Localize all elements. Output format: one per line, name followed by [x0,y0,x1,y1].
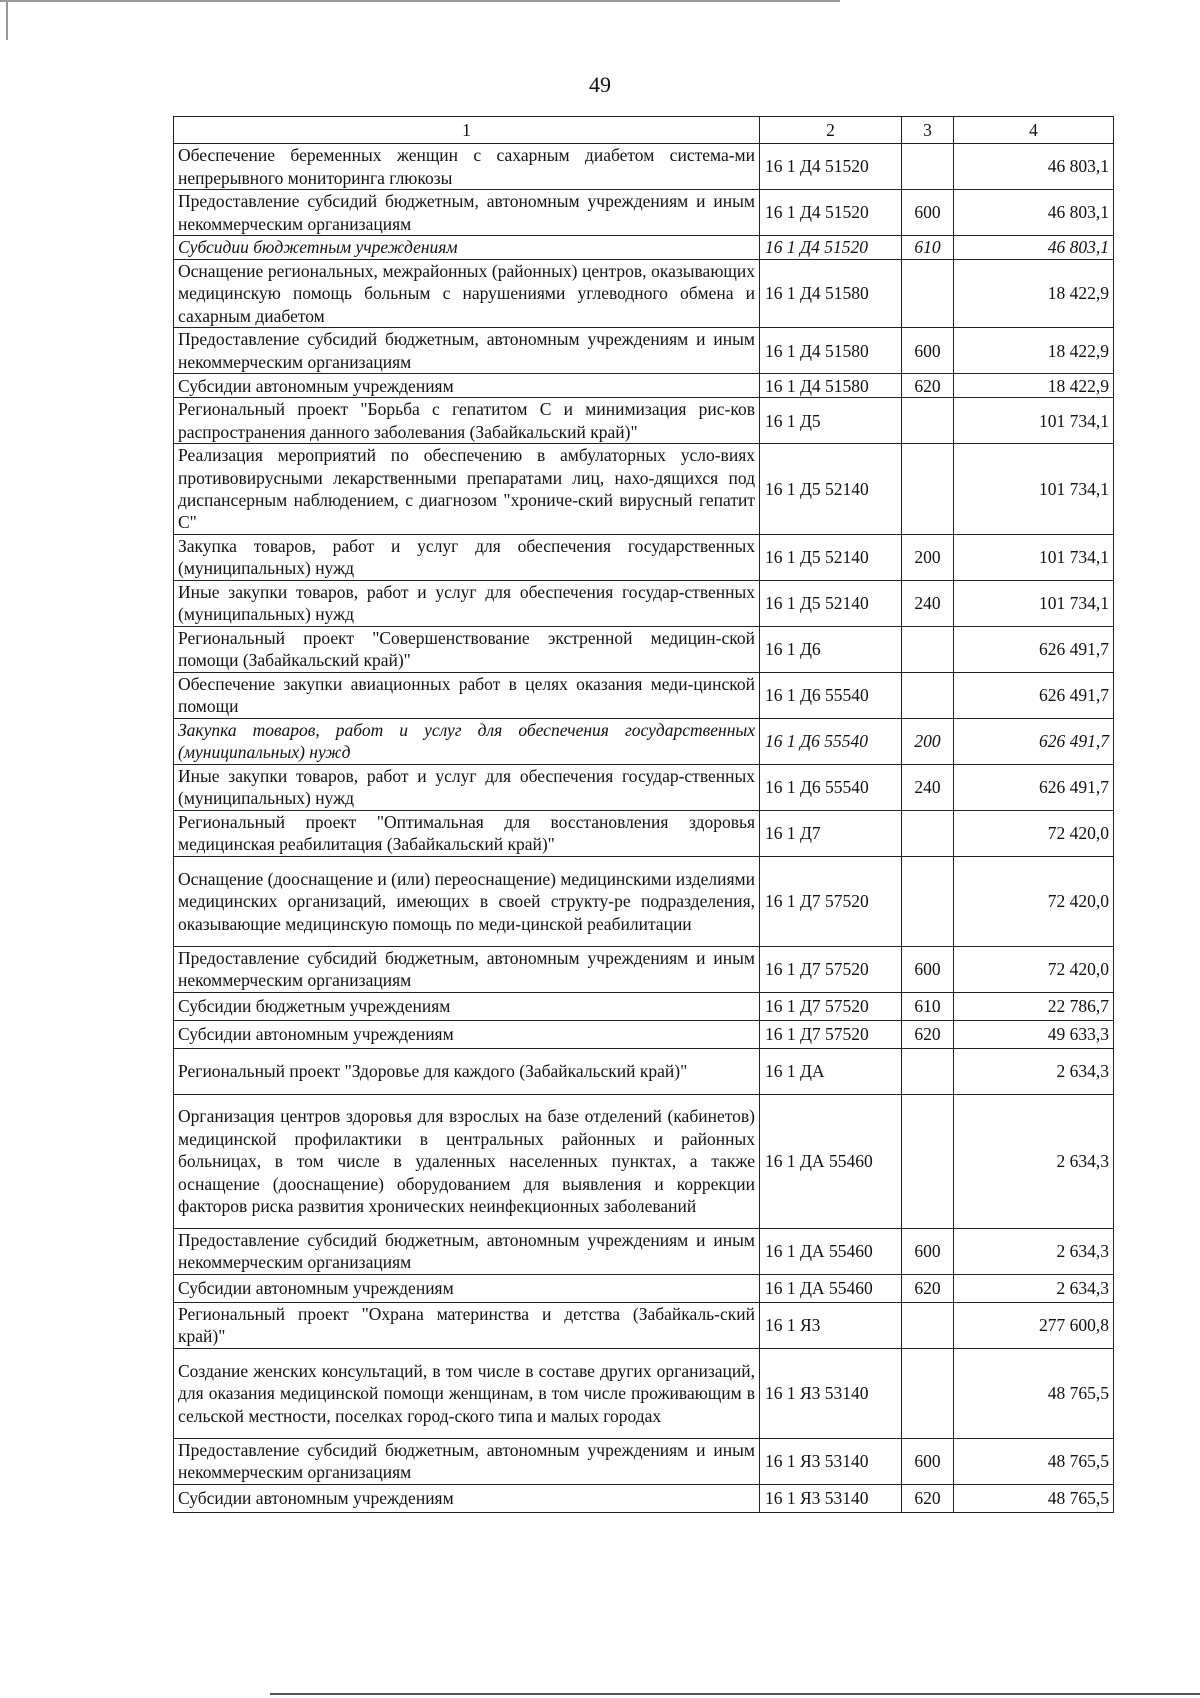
row-type-cell: 200 [902,534,954,580]
row-code-cell: 16 1 ДА 55460 [760,1094,902,1228]
header-col-2: 2 [760,117,902,144]
row-amount-cell: 48 765,5 [954,1348,1114,1438]
row-code-cell: 16 1 Д6 [760,626,902,672]
row-name-cell: Субсидии автономным учреждениям [174,1020,760,1048]
page-number: 49 [589,72,611,97]
row-name-cell: Предоставление субсидий бюджетным, автономным учреждениям и иным некоммерческим организациям [174,1228,760,1274]
table-row [174,1094,1114,1228]
row-amount-cell: 626 491,7 [954,672,1114,718]
row-amount-cell: 46 803,1 [954,190,1114,236]
scan-edge-bottom [270,1693,1200,1695]
row-amount-cell: 18 422,9 [954,260,1114,328]
row-amount-cell: 72 420,0 [954,946,1114,992]
row-type-cell [902,626,954,672]
row-amount-cell: 49 633,3 [954,1020,1114,1048]
row-type-cell: 620 [902,1484,954,1512]
row-amount-cell: 2 634,3 [954,1094,1114,1228]
table-row [174,580,1114,626]
row-code-cell: 16 1 Д6 55540 [760,718,902,764]
row-name-cell: Закупка товаров, работ и услуг для обеспечения государственных (муниципальных) нужд [174,718,760,764]
row-name-cell: Субсидии автономным учреждениям [174,1274,760,1302]
row-amount-cell: 18 422,9 [954,374,1114,398]
table-row [174,764,1114,810]
table-row [174,946,1114,992]
row-amount-cell: 2 634,3 [954,1048,1114,1094]
row-name-cell: Региональный проект "Здоровье для каждого (Забайкальский край)" [174,1048,760,1094]
row-amount-cell: 626 491,7 [954,626,1114,672]
row-type-cell [902,672,954,718]
row-name-cell: Региональный проект "Оптимальная для восстановления здоровья медицинская реабилитация (Забайкальский край)" [174,810,760,856]
row-name-cell: Иные закупки товаров, работ и услуг для обеспечения государ-ственных (муниципальных) нужд [174,580,760,626]
row-type-cell: 200 [902,718,954,764]
row-amount-cell: 72 420,0 [954,856,1114,946]
table-row [174,1302,1114,1348]
row-amount-cell: 72 420,0 [954,810,1114,856]
row-amount-cell: 277 600,8 [954,1302,1114,1348]
row-type-cell [902,444,954,535]
table-row [174,190,1114,236]
table-row [174,810,1114,856]
row-code-cell: 16 1 Д7 57520 [760,1020,902,1048]
row-code-cell: 16 1 Д4 51580 [760,328,902,374]
row-name-cell: Предоставление субсидий бюджетным, автономным учреждениям и иным некоммерческим организациям [174,190,760,236]
table-row [174,444,1114,535]
scan-edge-left [6,0,8,40]
row-name-cell: Обеспечение закупки авиационных работ в целях оказания меди-цинской помощи [174,672,760,718]
table-row [174,398,1114,444]
table-row [174,1438,1114,1484]
table-row [174,144,1114,190]
table-row [174,260,1114,328]
header-col-4: 4 [954,117,1114,144]
budget-table [173,116,1114,1513]
row-amount-cell: 101 734,1 [954,444,1114,535]
row-name-cell: Предоставление субсидий бюджетным, автономным учреждениям и иным некоммерческим организациям [174,946,760,992]
row-type-cell [902,1094,954,1228]
table-row [174,1274,1114,1302]
row-name-cell: Оснащение (дооснащение и (или) переоснащение) медицинскими изделиями медицинских организаций, имеющих в своей структу-ре подразделения, оказывающие медицинскую помощь по меди-цинской реабилитации [174,856,760,946]
row-code-cell: 16 1 Я3 [760,1302,902,1348]
row-name-cell: Обеспечение беременных женщин с сахарным диабетом система-ми непрерывного мониторинга глюкозы [174,144,760,190]
row-name-cell: Предоставление субсидий бюджетным, автономным учреждениям и иным некоммерческим организациям [174,1438,760,1484]
row-code-cell: 16 1 Д5 [760,398,902,444]
row-name-cell: Реализация мероприятий по обеспечению в амбулаторных усло-виях противовирусными лекарственными препаратами лиц, нахо-дящихся под диспансерным наблюдением, с диагнозом "хрониче-ский вирусный гепатит С" [174,444,760,535]
table-row [174,992,1114,1020]
row-type-cell: 620 [902,1020,954,1048]
row-name-cell: Субсидии бюджетным учреждениям [174,992,760,1020]
row-type-cell: 610 [902,236,954,260]
row-code-cell: 16 1 Д6 55540 [760,764,902,810]
table-row [174,328,1114,374]
row-type-cell [902,856,954,946]
row-type-cell: 600 [902,328,954,374]
scan-edge-top [0,0,840,2]
table-row [174,534,1114,580]
row-name-cell: Субсидии автономным учреждениям [174,1484,760,1512]
row-code-cell: 16 1 Д7 57520 [760,992,902,1020]
row-code-cell: 16 1 Д4 51520 [760,144,902,190]
row-code-cell: 16 1 ДА 55460 [760,1274,902,1302]
table-row [174,718,1114,764]
row-amount-cell: 101 734,1 [954,580,1114,626]
row-type-cell [902,1348,954,1438]
row-type-cell: 240 [902,580,954,626]
table-row [174,1228,1114,1274]
row-code-cell: 16 1 Д4 51520 [760,236,902,260]
row-type-cell [902,810,954,856]
row-type-cell [902,1048,954,1094]
row-amount-cell: 48 765,5 [954,1438,1114,1484]
table-row [174,1020,1114,1048]
row-amount-cell: 22 786,7 [954,992,1114,1020]
row-amount-cell: 2 634,3 [954,1274,1114,1302]
row-code-cell: 16 1 Д7 57520 [760,856,902,946]
header-col-3: 3 [902,117,954,144]
row-type-cell: 600 [902,1228,954,1274]
row-name-cell: Предоставление субсидий бюджетным, автономным учреждениям и иным некоммерческим организациям [174,328,760,374]
row-name-cell: Организация центров здоровья для взрослых на базе отделений (кабинетов) медицинской профилактики в центральных районных и районных больницах, в том числе в удаленных населенных пунктах, а также оснащение (дооснащение) оборудованием для выявления и коррекции факторов риска развития хронических неинфекционных заболеваний [174,1094,760,1228]
row-amount-cell: 101 734,1 [954,534,1114,580]
row-name-cell: Региональный проект "Охрана материнства и детства (Забайкаль-ский край)" [174,1302,760,1348]
row-name-cell: Региональный проект "Совершенствование экстренной медицин-ской помощи (Забайкальский край)" [174,626,760,672]
row-name-cell: Субсидии бюджетным учреждениям [174,236,760,260]
row-amount-cell: 48 765,5 [954,1484,1114,1512]
row-type-cell [902,398,954,444]
row-type-cell: 600 [902,946,954,992]
table-row [174,374,1114,398]
row-type-cell: 610 [902,992,954,1020]
row-code-cell: 16 1 Д5 52140 [760,444,902,535]
table-row [174,856,1114,946]
header-col-1: 1 [174,117,760,144]
table-row [174,626,1114,672]
row-code-cell: 16 1 Д7 57520 [760,946,902,992]
row-name-cell: Создание женских консультаций, в том числе в составе других организаций, для оказания медицинской помощи женщинам, в том числе проживающим в сельской местности, поселках город-ского типа и малых городах [174,1348,760,1438]
row-amount-cell: 18 422,9 [954,328,1114,374]
row-code-cell: 16 1 ДА 55460 [760,1228,902,1274]
row-type-cell: 240 [902,764,954,810]
row-name-cell: Региональный проект "Борьба с гепатитом С и минимизация рис-ков распространения данного заболевания (Забайкальский край)" [174,398,760,444]
row-amount-cell: 46 803,1 [954,236,1114,260]
row-type-cell: 600 [902,190,954,236]
row-type-cell: 620 [902,1274,954,1302]
table-header-row [174,117,1114,144]
budget-table-body [174,117,1114,1513]
row-amount-cell: 2 634,3 [954,1228,1114,1274]
row-code-cell: 16 1 Д4 51520 [760,190,902,236]
row-code-cell: 16 1 Д5 52140 [760,580,902,626]
row-type-cell: 600 [902,1438,954,1484]
row-amount-cell: 626 491,7 [954,764,1114,810]
table-row [174,1484,1114,1512]
row-code-cell: 16 1 Д4 51580 [760,260,902,328]
row-code-cell: 16 1 Д4 51580 [760,374,902,398]
row-code-cell: 16 1 Я3 53140 [760,1438,902,1484]
row-type-cell: 620 [902,374,954,398]
row-amount-cell: 46 803,1 [954,144,1114,190]
table-row [174,1348,1114,1438]
row-code-cell: 16 1 Д7 [760,810,902,856]
table-row [174,236,1114,260]
table-row [174,672,1114,718]
row-code-cell: 16 1 Д6 55540 [760,672,902,718]
table-row [174,1048,1114,1094]
row-name-cell: Субсидии автономным учреждениям [174,374,760,398]
row-code-cell: 16 1 Я3 53140 [760,1348,902,1438]
row-type-cell [902,260,954,328]
row-type-cell [902,1302,954,1348]
row-code-cell: 16 1 ДА [760,1048,902,1094]
row-code-cell: 16 1 Д5 52140 [760,534,902,580]
row-type-cell [902,144,954,190]
row-name-cell: Оснащение региональных, межрайонных (районных) центров, оказывающих медицинскую помощь больным с нарушениями углеводного обмена и сахарным диабетом [174,260,760,328]
row-amount-cell: 101 734,1 [954,398,1114,444]
row-amount-cell: 626 491,7 [954,718,1114,764]
row-name-cell: Закупка товаров, работ и услуг для обеспечения государственных (муниципальных) нужд [174,534,760,580]
row-name-cell: Иные закупки товаров, работ и услуг для обеспечения государ-ственных (муниципальных) нужд [174,764,760,810]
row-code-cell: 16 1 Я3 53140 [760,1484,902,1512]
